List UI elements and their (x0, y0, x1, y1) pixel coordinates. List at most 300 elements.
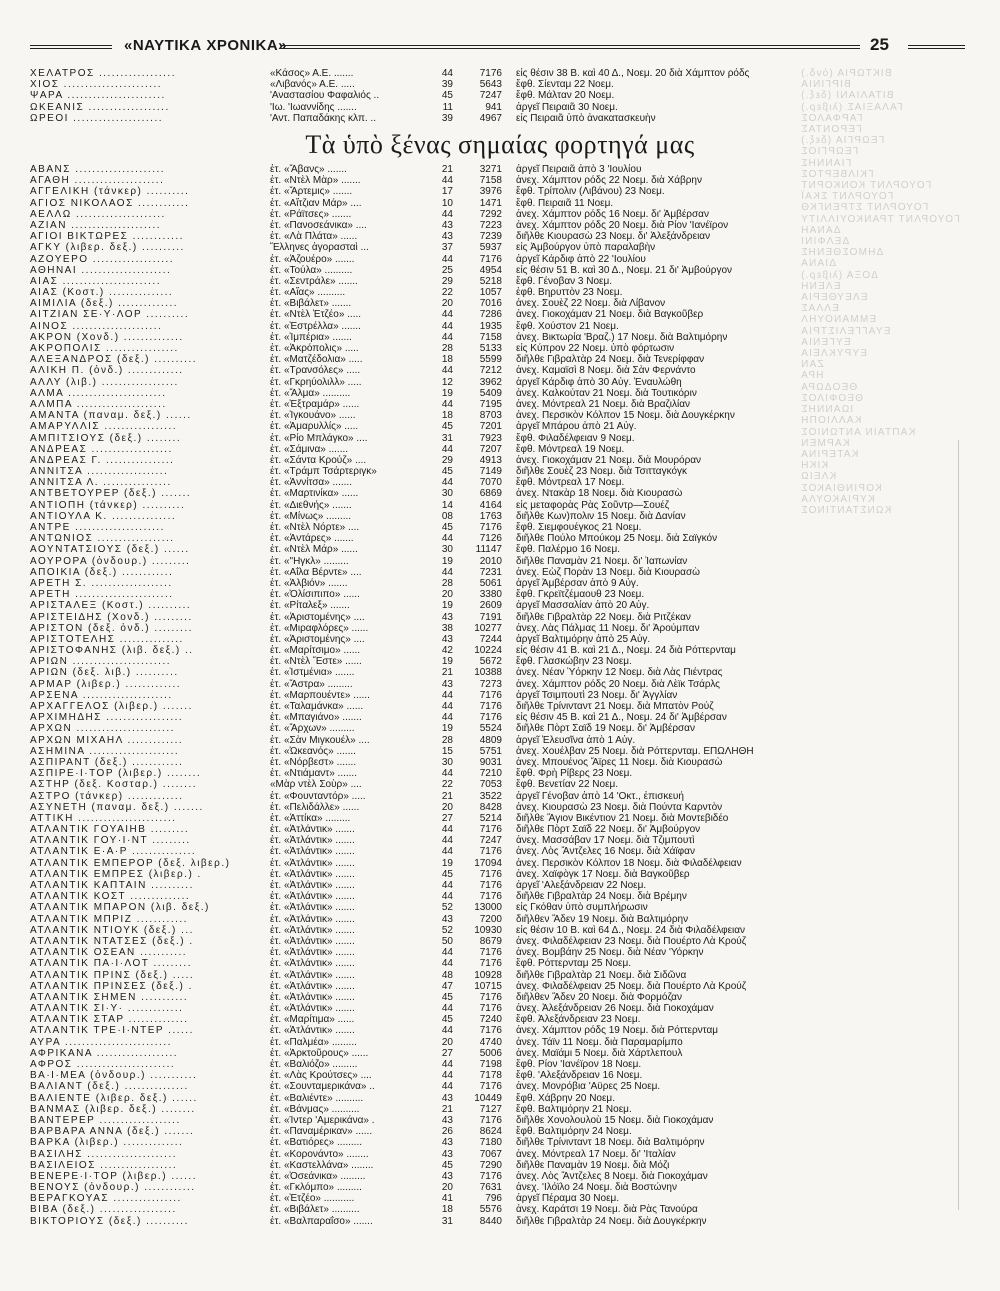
owner-company: ἑτ. «Μαρτινίκα» ...... (270, 488, 359, 500)
gross-tonnage: 10930 (474, 924, 502, 936)
gross-tonnage: 5751 (479, 745, 502, 757)
build-year: 19 (441, 387, 453, 399)
owner-company: ἑτ. «Ἀτλάντικ» ....... (270, 980, 355, 992)
gross-tonnage: 7176 (479, 868, 502, 880)
ship-position: ἀνεχ. Μονρόβια 'Αϋρες 25 Νοεμ. (516, 1081, 661, 1093)
ship-position: ἀνεχ. Καμαϊσὶ 8 Νοεμ. διὰ Σὰν Φερνάντο (516, 365, 696, 377)
owner-company: ἑτ. «Ντὲλ Μὰρ» ....... (270, 175, 361, 187)
owner-company: ἑτ. «Πανοσεάνικα» .... (270, 219, 367, 231)
ship-name: ΑΤΛΑΝΤΙΚ ΕΜΠΕΡΟΡ (δεξ. λιβερ.) (30, 857, 231, 869)
ship-name: ΑΜΑΝΤΑ (παναμ. δεξ.) ...... (30, 410, 192, 422)
build-year: 21 (441, 1103, 453, 1115)
build-year: 44 (441, 846, 453, 858)
ship-position: ἀνεχ. Χάμπτον ρόδς 22 Νοεμ. διὰ Χάβρην (516, 175, 702, 187)
ship-name: ΑΙΝΟΣ ..................... (30, 320, 163, 332)
gross-tonnage: 7127 (479, 1103, 502, 1115)
show-through-line: ΙΩΑΝΝΗΣ (800, 404, 854, 416)
owner-company: ἑτ. «Ἀτλάντικ» ....... (270, 947, 355, 959)
owner-company: Ἕλληνες ἀγορασταὶ ... (270, 242, 369, 254)
ship-row (30, 209, 970, 220)
build-year: 18 (441, 1204, 453, 1216)
gross-tonnage: 3522 (479, 790, 502, 802)
owner-company: ἑτ. «Ταλαμάνκα» ...... (270, 701, 364, 712)
owner-company: ἑτ. «Ἀζουέρο» ....... (270, 253, 355, 265)
ship-name: ΑΡΧΩΝ ....................... (30, 723, 175, 735)
ship-name: ΑΡΙΣΤΑΛΕΞ (Κοστ.) .......... (30, 600, 192, 612)
ship-name: ΑΙΤΖΙΑΝ ΣΕ·Υ·ΛΟΡ .......... (30, 309, 190, 321)
header-rule-left (30, 45, 112, 49)
ship-row (30, 444, 970, 455)
owner-company: ἑτ. «Τούλα» .......... (270, 264, 353, 276)
ship-name: ΑΣΠΙΡΑΝΤ (δεξ.) ............ (30, 756, 184, 768)
owner-company: ἑτ. «Λὰς Κρούτσες» .... (270, 1070, 372, 1082)
gross-tonnage: 7290 (479, 1159, 502, 1171)
ship-position: ἔφθ. Ἀλεξάνδρειαν 23 Νοεμ. (516, 1014, 641, 1026)
ship-row (30, 1216, 970, 1227)
ship-row (30, 768, 970, 779)
ship-name: ΑΜΑΡΥΛΛΙΣ ................. (30, 421, 178, 433)
owner-company: ἑτ. «Μαρπουέντε» ...... (270, 689, 370, 701)
owner-company: ἑτ. «Βιβάλετ» ....... (270, 298, 352, 310)
show-through-line: ΕΜΜΑΝΟΥΗΛ (800, 314, 877, 326)
owner-company: ἑτ. «Ἀτλάντικ» ....... (270, 969, 355, 981)
build-year: 39 (441, 79, 453, 91)
gross-tonnage: 7231 (479, 566, 502, 578)
ship-row (30, 1037, 970, 1048)
ship-name: ΑΕΛΛΩ ..................... (30, 208, 166, 220)
ship-name: ΑΛΕΞΑΝΔΡΟΣ (δεξ.) .......... (30, 354, 197, 366)
build-year: 39 (441, 112, 453, 124)
ship-row (30, 902, 970, 913)
owner-company: ἑτ. «Ἐτζέο» ........... (270, 1193, 355, 1205)
build-year: 52 (441, 924, 453, 936)
ship-position: διῆλθε Παναμὰν 19 Νοεμ. διὰ Μόζι (516, 1159, 670, 1171)
ship-position: ἀνεχ. Μαϊάμι 5 Νοεμ. διὰ Χάρτλεπουλ (516, 1047, 683, 1059)
owner-company: ἑτ. «Ἀντάρες» ....... (270, 533, 354, 545)
ship-position: ἀνεχ. Φιλαδέλφειαν 25 Νοεμ. διὰ Πουέρτο Λὰ Κρούζ (516, 980, 747, 992)
ship-name: ΑΡΧΑΓΓΕΛΟΣ (λιβερ.) ....... (30, 701, 193, 712)
ship-row (30, 701, 970, 712)
gross-tonnage: 7178 (479, 1070, 502, 1082)
ship-row (30, 466, 970, 477)
build-year: 22 (441, 779, 453, 791)
show-through-line: ΓΟΥΟΡΛΝΤ ΣΤΡΕΝΓΚΘ (800, 202, 929, 214)
ship-position: ἀνεχ. Καλκούταν 21 Νοεμ. διὰ Τουτικόριν (516, 387, 697, 399)
ship-name: ΑΓΙΟΙ ΒΙΚΤΩΡΕΣ ............ (30, 231, 184, 243)
ship-row (30, 276, 970, 287)
ship-name: ΑΣΤΡΟ (τάνκερ) ............. (30, 790, 184, 802)
ship-position: ἀργεῖ Κάρδιφ ἀπὸ 22 'Ιουλίου (516, 253, 646, 265)
owner-company: ἑτ. «Ἀτλάντικ» ....... (270, 835, 355, 847)
build-year: 10 (441, 197, 453, 209)
show-through-line: ΔΕΛΦΙΝΙ (800, 236, 850, 248)
ship-row (30, 399, 970, 410)
gross-tonnage: 17094 (474, 857, 502, 869)
ship-row (30, 102, 970, 113)
show-through-line: ΕΥΓΕΝΙΑ (800, 336, 851, 348)
ship-row (30, 970, 970, 981)
owner-company: ἑτ. «Ἀρκτοῦρους» ...... (270, 1047, 369, 1059)
owner-company: ἑτ. «Ματζέδολια» ..... (270, 354, 363, 366)
ship-position: ἀνεχ. Χάμπτον ρόδς 20 Νοεμ. διὰ Ρίον 'Ιανέϊρον (516, 219, 729, 231)
gross-tonnage: 7158 (479, 175, 502, 187)
ship-row (30, 377, 970, 388)
ship-row (30, 880, 970, 891)
header-rule-right (908, 45, 965, 49)
owner-company: ἑτ. «Ἰστμένια» ....... (270, 667, 355, 679)
owner-company: ἑτ. «Ἀτλάντικ» ....... (270, 891, 355, 903)
gross-tonnage: 7176 (479, 1025, 502, 1037)
ship-position: ἀνεχ. Λὸς Ἄντζελες 8 Νοεμ. διὰ Γιοκοχάμαν (516, 1170, 708, 1182)
ship-name: ΑΒΑΝΣ ..................... (30, 164, 166, 175)
gross-tonnage: 7240 (479, 1014, 502, 1026)
gross-tonnage: 11147 (475, 544, 502, 556)
build-year: 28 (441, 577, 453, 589)
ship-name: ΑΤΛΑΝΤΙΚ ΝΤΑΤΣΕΣ (δεξ.) . (30, 935, 194, 947)
gross-tonnage: 8679 (479, 935, 502, 947)
show-through-line: ΔΙΑΝΑ (800, 258, 837, 270)
build-year: 48 (441, 969, 453, 981)
ship-row (30, 1093, 970, 1104)
show-through-line: ΓΑΡΦΑΛΟΣ (800, 112, 863, 124)
ship-row (30, 298, 970, 309)
gross-tonnage: 10449 (474, 1092, 502, 1104)
ship-name: ΑΡΕΤΗ Σ. ................... (30, 577, 173, 589)
build-year: 30 (441, 756, 453, 768)
build-year: 44 (441, 331, 453, 343)
ship-name: ΑΡΕΤΗ ....................... (30, 589, 174, 601)
gross-tonnage: 4809 (479, 734, 502, 746)
ship-position: διῆλθε Κων)πολιν 15 Νοεμ. διὰ Δανίαν (516, 510, 686, 522)
ship-name: ΑΝΔΡΕΑΣ ................... (30, 443, 173, 455)
build-year: 20 (441, 589, 453, 601)
owner-company: ἑτ. «Ὠκεανός» ....... (270, 745, 356, 757)
ship-name: ΑΣΥΝΕΤΗ (παναμ. δεξ.) ....... (30, 801, 204, 813)
ship-row (30, 600, 970, 611)
ship-row (30, 623, 970, 634)
owner-company: ἑτ. «Ἐξτραμάρ» ...... (270, 398, 360, 410)
foreign-flag-ship-list (30, 164, 970, 1227)
build-year: 17 (441, 186, 453, 198)
build-year: 41 (441, 1193, 453, 1205)
ship-name: ΒΑΝΤΕΡΕΡ ................... (30, 1114, 181, 1126)
owner-company: «Μὰρ ντὲλ Σοὺρ» .... (270, 779, 362, 791)
show-through-line: ΘΕΟΔΩΡΑ (800, 381, 858, 393)
ship-row (30, 1182, 970, 1193)
ship-name: ΑΝΔΡΕΑΣ Γ. ................ (30, 454, 175, 466)
owner-company: ἑτ. «Αΐλα Βέρντε» .... (270, 566, 362, 578)
gross-tonnage: 5599 (479, 354, 502, 366)
owner-company: ἑτ. «Μπαγιάνο» ....... (270, 712, 362, 724)
owner-company: ἑτ. «Ντὲλ Νόρτε» .... (270, 522, 360, 533)
ship-position: ἀνεχ. Χάμπτον ρόδς 16 Νοεμ. δι' Ἀμβέρσαν (516, 208, 709, 220)
ship-name: ΑΠΟΙΚΙΑ (δεξ.) ............ (30, 566, 174, 578)
ship-name: ΑΝΤΩΝΙΟΣ .................. (30, 533, 175, 545)
ship-name: ΑΙΑΣ (Κοστ.) ............... (30, 287, 174, 299)
ship-position: εἰς Πειραιᾶ ὑπὸ ἀνακατασκευὴν (516, 112, 656, 124)
build-year: 43 (441, 1170, 453, 1182)
ship-position: ἀνεχ. Βικτωρία 'Βραζ.) 17 Νοεμ. διὰ Βαλτιμόρην (516, 331, 728, 343)
owner-company: ἑτ. «Παναμέρικαν» ...... (270, 1126, 373, 1138)
build-year: 30 (441, 488, 453, 500)
ship-name: ΑΤΛΑΝΤΙΚ ΟΣΕΑΝ ........... (30, 947, 188, 959)
gross-tonnage: 7286 (479, 309, 502, 321)
ship-row (30, 645, 970, 656)
build-year: 29 (441, 454, 453, 466)
ship-name: ΑΥΡΑ ......................... (30, 1036, 172, 1048)
build-year: 45 (441, 421, 453, 433)
page-header (30, 34, 965, 58)
show-through-line: ΓΙΑΝΝΗΣ (800, 157, 852, 169)
ship-row (30, 365, 970, 376)
ship-name: ΑΝΝΙΤΣΑ Λ. ................ (30, 477, 172, 489)
ship-row (30, 846, 970, 857)
ship-row (30, 723, 970, 734)
ship-position: ἀνεχ. Γιοκοχάμαν 21 Νοεμ. διὰ Μουρόραν (516, 454, 702, 466)
ship-position: ἔφθ. Βενετίαν 22 Νοεμ. (516, 779, 619, 791)
gross-tonnage: 5576 (479, 1204, 502, 1216)
ship-name: ΑΤΛΑΝΤΙΚ ΕΜΠΡΕΣ (λιβερ.) . (30, 868, 202, 880)
owner-company: ἑτ. «Μιραφλόρες» ...... (270, 622, 369, 634)
owner-company: ἑτ. «Ἀτλάντικ» ....... (270, 880, 355, 891)
show-through-line: ΚΩΝΣΤΑΝΤΙΝΟΣ (800, 504, 892, 516)
ship-row (30, 925, 970, 936)
owner-company: ἑτ. «Κορονάντο» ........ (270, 1148, 369, 1160)
ship-row (30, 388, 970, 399)
owner-company: ἑτ. «Λὰ Πλάτα» ...... (270, 231, 358, 243)
owner-company: ἑτ. «Βιβάλετ» .......... (270, 1204, 360, 1216)
ship-row (30, 891, 970, 902)
build-year: 11 (442, 101, 453, 113)
owner-company: ἑτ. «Βατιόρες» ......... (270, 1137, 363, 1149)
owner-company: ἑτ. «Ἄστρα» ......... (270, 678, 353, 690)
build-year: 44 (441, 398, 453, 410)
ship-position: ἀνεχ. Γιοκοχάμαν 21 Νοεμ. διὰ Βαγκοῦβερ (516, 309, 704, 321)
gross-tonnage: 10715 (474, 980, 502, 992)
owner-company: ἑτ. «Παλμέα» ......... (270, 1036, 357, 1048)
gross-tonnage: 7176 (479, 522, 502, 533)
ship-position: εἰς Ἀμβούργον ὑπὸ παραλαβὴν (516, 242, 656, 254)
owner-company: ἑτ. «Βάνμας» .......... (270, 1103, 360, 1115)
owner-company: ἑτ. «Ἀτλάντικ» ....... (270, 824, 355, 836)
gross-tonnage: 7176 (479, 846, 502, 858)
owner-company: ἑτ. «Ἀτλάντικ» ....... (270, 958, 355, 970)
gross-tonnage: 7198 (479, 1059, 502, 1070)
gross-tonnage: 7176 (479, 958, 502, 970)
ship-row (30, 556, 970, 567)
show-through-line: ΔΑΝΑΗ (800, 224, 841, 236)
ship-name: ΑΟΥΡΟΡΑ (ὀνδουρ.) ......... (30, 555, 191, 567)
gross-tonnage: 7176 (479, 689, 502, 701)
show-through-line: ΚΑΛΛΙΟΠΗ (800, 415, 862, 427)
ship-row (30, 1003, 970, 1014)
show-through-line: ΓΕΡΟΝΤΑΣ (800, 124, 862, 136)
build-year: 44 (441, 958, 453, 970)
ship-row (30, 254, 970, 265)
ship-name: ΑΝΤΙΟΥΛΑ Κ. ............... (30, 510, 177, 522)
build-year: 44 (441, 1003, 453, 1015)
show-through-line: ΖΑΝ (800, 359, 824, 371)
ship-row (30, 1160, 970, 1171)
ship-name: ΑΤΛΑΝΤΙΚ ΠΑ·Ι·ΛΟΤ ......... (30, 958, 192, 970)
owner-company: ἑτ. «Ντὲλ Ἐτζέο» ..... (270, 309, 362, 321)
ship-name: ΑΤΛΑΝΤΙΚ ΚΑΠΤΑΙΝ .......... (30, 880, 194, 891)
gross-tonnage: 7247 (479, 90, 502, 102)
gross-tonnage: 7176 (479, 880, 502, 891)
ship-row (30, 1193, 970, 1204)
owner-company: ἑτ. «Γκρηύολιλλ» ..... (270, 376, 362, 388)
owner-company: ἑτ. «Σεντράλε» ....... (270, 275, 358, 287)
ship-name: ΑΤΛΑΝΤΙΚ ΓΟΥ·Ι·ΝΤ ......... (30, 835, 191, 847)
ship-position: διῆλθε Κιουρασὼ 23 Νοεμ. δι' Ἀλεξάνδρειαν (516, 231, 711, 243)
ship-name: ΩΡΕΟΙ ..................... (30, 112, 163, 124)
owner-company: ἑτ. «Ἐστρέλλα» ....... (270, 320, 361, 332)
show-through-line: ΕΛΕΥΘΕΡΙΑ (800, 292, 868, 304)
gross-tonnage: 7247 (479, 835, 502, 847)
gross-tonnage: 7176 (479, 253, 502, 265)
owner-company: ἑτ. «Τράμπ Τσάρτεριγκ» (270, 466, 377, 478)
ship-position: ἔφθ. Χούστον 21 Νοεμ. (516, 320, 619, 332)
ship-position: ἀνεχ. Μόντρεαλ 21 Νοεμ. διὰ Βραζιλίαν (516, 398, 690, 410)
gross-tonnage: 7176 (479, 1081, 502, 1093)
owner-company: ἑτ. «Σάμινα» ....... (270, 443, 349, 455)
owner-company: ἑτ. «Ἀτλάντικ» ....... (270, 846, 355, 858)
ship-position: διῆλθε Γιβραλτὰρ 22 Νοεμ. διὰ Ριτζέκαν (516, 611, 691, 623)
ship-position: ἀνεχ. Κιουρασὼ 23 Νοεμ. διὰ Πούντα Καρντὸν (516, 801, 723, 813)
ship-name: ΑΦΡΟΣ ....................... (30, 1059, 176, 1070)
gross-tonnage: 10277 (474, 622, 502, 634)
ship-row (30, 198, 970, 209)
gross-tonnage: 7126 (479, 533, 502, 545)
ship-position: ἀνεχ. Τάϊν 11 Νοεμ. διὰ Παραμαρίμπο (516, 1036, 683, 1048)
ship-row (30, 309, 970, 320)
ship-row (30, 186, 970, 197)
gross-tonnage: 7292 (479, 208, 502, 220)
owner-company: ἑτ. «Ἀτλάντικ» ....... (270, 857, 355, 869)
ship-name: ΑΓΚΥ (λιβερ. δεξ.) .......... (30, 242, 185, 254)
ship-position: διῆλθεν Ἄδεν 20 Νοεμ. διὰ Φορμόζαν (516, 991, 682, 1003)
show-through-line: ΚΑΡΜΕΝ (800, 437, 850, 449)
gross-tonnage: 5409 (479, 387, 502, 399)
owner-company: ἑτ. «Ρίο Μπλάγκο» .... (270, 432, 368, 444)
build-year: 25 (441, 264, 453, 276)
ship-position: ἔφθ. Βαλτιμόρην 24 Νοεμ. (516, 1126, 632, 1138)
build-year: 45 (441, 991, 453, 1003)
build-year: 43 (441, 678, 453, 690)
ship-name: ΒΑΛΙΕΝΤΕ (λιβερ. δεξ.) ...... (30, 1092, 198, 1104)
ship-position: ἀνεχ. Σουὲζ 22 Νοεμ. διὰ Λίβανον (516, 298, 666, 310)
owner-company: ἑτ. «Ἀτλάντικ» ....... (270, 1003, 355, 1015)
ship-name: ΑΖΟΥΕΡΟ ................... (30, 253, 175, 265)
gross-tonnage: 7273 (479, 678, 502, 690)
build-year: 22 (441, 287, 453, 299)
gross-tonnage: 3271 (479, 164, 502, 175)
build-year: 45 (441, 1159, 453, 1171)
build-year: 44 (441, 880, 453, 891)
gross-tonnage: 7201 (479, 421, 502, 433)
ship-position: ἀνεχ. Εὼζ Πορὰν 13 Νοεμ. διὰ Κιουρασὼ (516, 566, 700, 578)
ship-position: ἔφθ. Γκρεϊτζέμαουθ 23 Νοεμ. (516, 589, 645, 601)
owner-company: ἑτ. «Αἴτζιαν Μάρ» .... (270, 197, 362, 209)
owner-company: ἑτ. «"Ηγκλ» ......... (270, 555, 349, 567)
ship-row (30, 231, 970, 242)
build-year: 44 (441, 689, 453, 701)
gross-tonnage: 5133 (479, 343, 502, 354)
ship-row (30, 746, 970, 757)
gross-tonnage: 7180 (479, 1137, 502, 1149)
build-year: 21 (441, 164, 453, 175)
show-through-line: ΓΟΥΟΡΛΝΤ ΚΟΝΚΟΡΝΤ (800, 180, 932, 192)
ship-position: ἀνεχ. Βομβάην 25 Νοεμ. διὰ Νέαν 'Υόρκην (516, 947, 704, 959)
ship-name: ΒΕΡΑΓΚΟΥΑΣ ................ (30, 1193, 182, 1205)
ship-row (30, 634, 970, 645)
gross-tonnage: 7239 (479, 231, 502, 243)
ship-position: διῆλθε Γιβραλτὰρ 24 Νοεμ. διὰ Τενερίφφαν (516, 354, 705, 366)
ship-name: ΑΦΡΙΚΑΝΑ ................... (30, 1047, 179, 1059)
ship-name: ΑΤΛΑΝΤΙΚ ΣΗΜΕΝ ........... (30, 991, 189, 1003)
build-year: 44 (441, 1059, 453, 1070)
build-year: 37 (441, 242, 453, 254)
owner-company: ἑτ. «Γκλόμπο» ......... (270, 1182, 362, 1194)
ship-name: ΩΚΕΑΝΙΣ ................... (30, 101, 170, 113)
owner-company: ἑτ. «Ἀτλάντικ» ....... (270, 1025, 355, 1037)
show-through-line: ΒΙΡΓΙΝΙΑ (800, 79, 851, 91)
ship-name: ΑΝΤΡΕ ..................... (30, 522, 165, 533)
owner-company: ἑτ. «Ράϊτσες» ....... (270, 208, 352, 220)
ship-position: ἀνεχ. 'Ιλόϊλο 24 Νοεμ. διὰ Βοστώνην (516, 1182, 677, 1194)
owner-company: ἑτ. «Ντὲλ Μάρ» ...... (270, 544, 358, 556)
build-year: 20 (441, 1182, 453, 1194)
build-year: 44 (441, 443, 453, 455)
ship-position: ἔφθ. Φιλαδέλφειαν 9 Νοεμ. (516, 432, 635, 444)
ship-row (30, 791, 970, 802)
build-year: 44 (441, 712, 453, 724)
ship-name: ΑΤΛΑΝΤΙΚ ΠΡΙΝΣ (δεξ.) ..... (30, 969, 195, 981)
build-year: 44 (441, 365, 453, 377)
ship-row (30, 1126, 970, 1137)
ship-row (30, 690, 970, 701)
ship-row (30, 332, 970, 343)
gross-tonnage: 8440 (479, 1215, 502, 1227)
gross-tonnage: 7176 (479, 701, 502, 712)
ship-position: διῆλθε Πὸρτ Σαϊδ 19 Νοεμ. δι' Ἀμβέρσαν (516, 723, 695, 735)
ship-position: εἰς Κύπρον 22 Νοεμ. ὑπὸ φόρτωσιν (516, 343, 675, 354)
show-through-line: ΒΙΚΤΩΡΙΑ (ὀνδ.) (800, 68, 892, 79)
build-year: 47 (441, 980, 453, 992)
ship-name: ΧΙΟΣ ....................... (30, 79, 163, 91)
gross-tonnage: 7200 (479, 913, 502, 925)
build-year: 18 (441, 354, 453, 366)
ship-position: ἀργεῖ Μασσαλίαν ἀπὸ 20 Αὐγ. (516, 600, 650, 612)
ship-position: εἰς θέσιν 38 Β. καὶ 40 Δ., Νοεμ. 20 διὰ Χάμπτον ρόδς (516, 68, 750, 79)
gross-tonnage: 13000 (474, 902, 502, 914)
ship-name: ΑΟΥΝΤΑΤΣΙΟΥΣ (δεξ.) ...... (30, 544, 190, 556)
ship-row (30, 1137, 970, 1148)
show-through-line: ΚΛΕΙΩ (800, 471, 837, 483)
header-rule-middle (280, 45, 860, 49)
owner-company: ἑτ. «Ἀριστομένης» .... (270, 611, 365, 623)
ship-row (30, 567, 970, 578)
build-year: 43 (441, 1092, 453, 1104)
ship-position: ἔφθ. Ρίον 'Ιανέϊρον 18 Νοεμ. (516, 1059, 642, 1070)
build-year: 31 (441, 432, 453, 444)
ship-row (30, 533, 970, 544)
ship-row (30, 802, 970, 813)
ship-position: εἰς θέσιν 45 Β. καὶ 21 Δ., Νοεμ. 24 δι' Ἀμβέρσαν (516, 712, 727, 724)
ship-name: ΒΑΛΙΑΝΤ (δεξ.) ............... (30, 1081, 189, 1093)
journal-title: «ΝΑΥΤΙΚΑ ΧΡΟΝΙΚΑ» (124, 37, 287, 54)
gross-tonnage: 6869 (479, 488, 502, 500)
